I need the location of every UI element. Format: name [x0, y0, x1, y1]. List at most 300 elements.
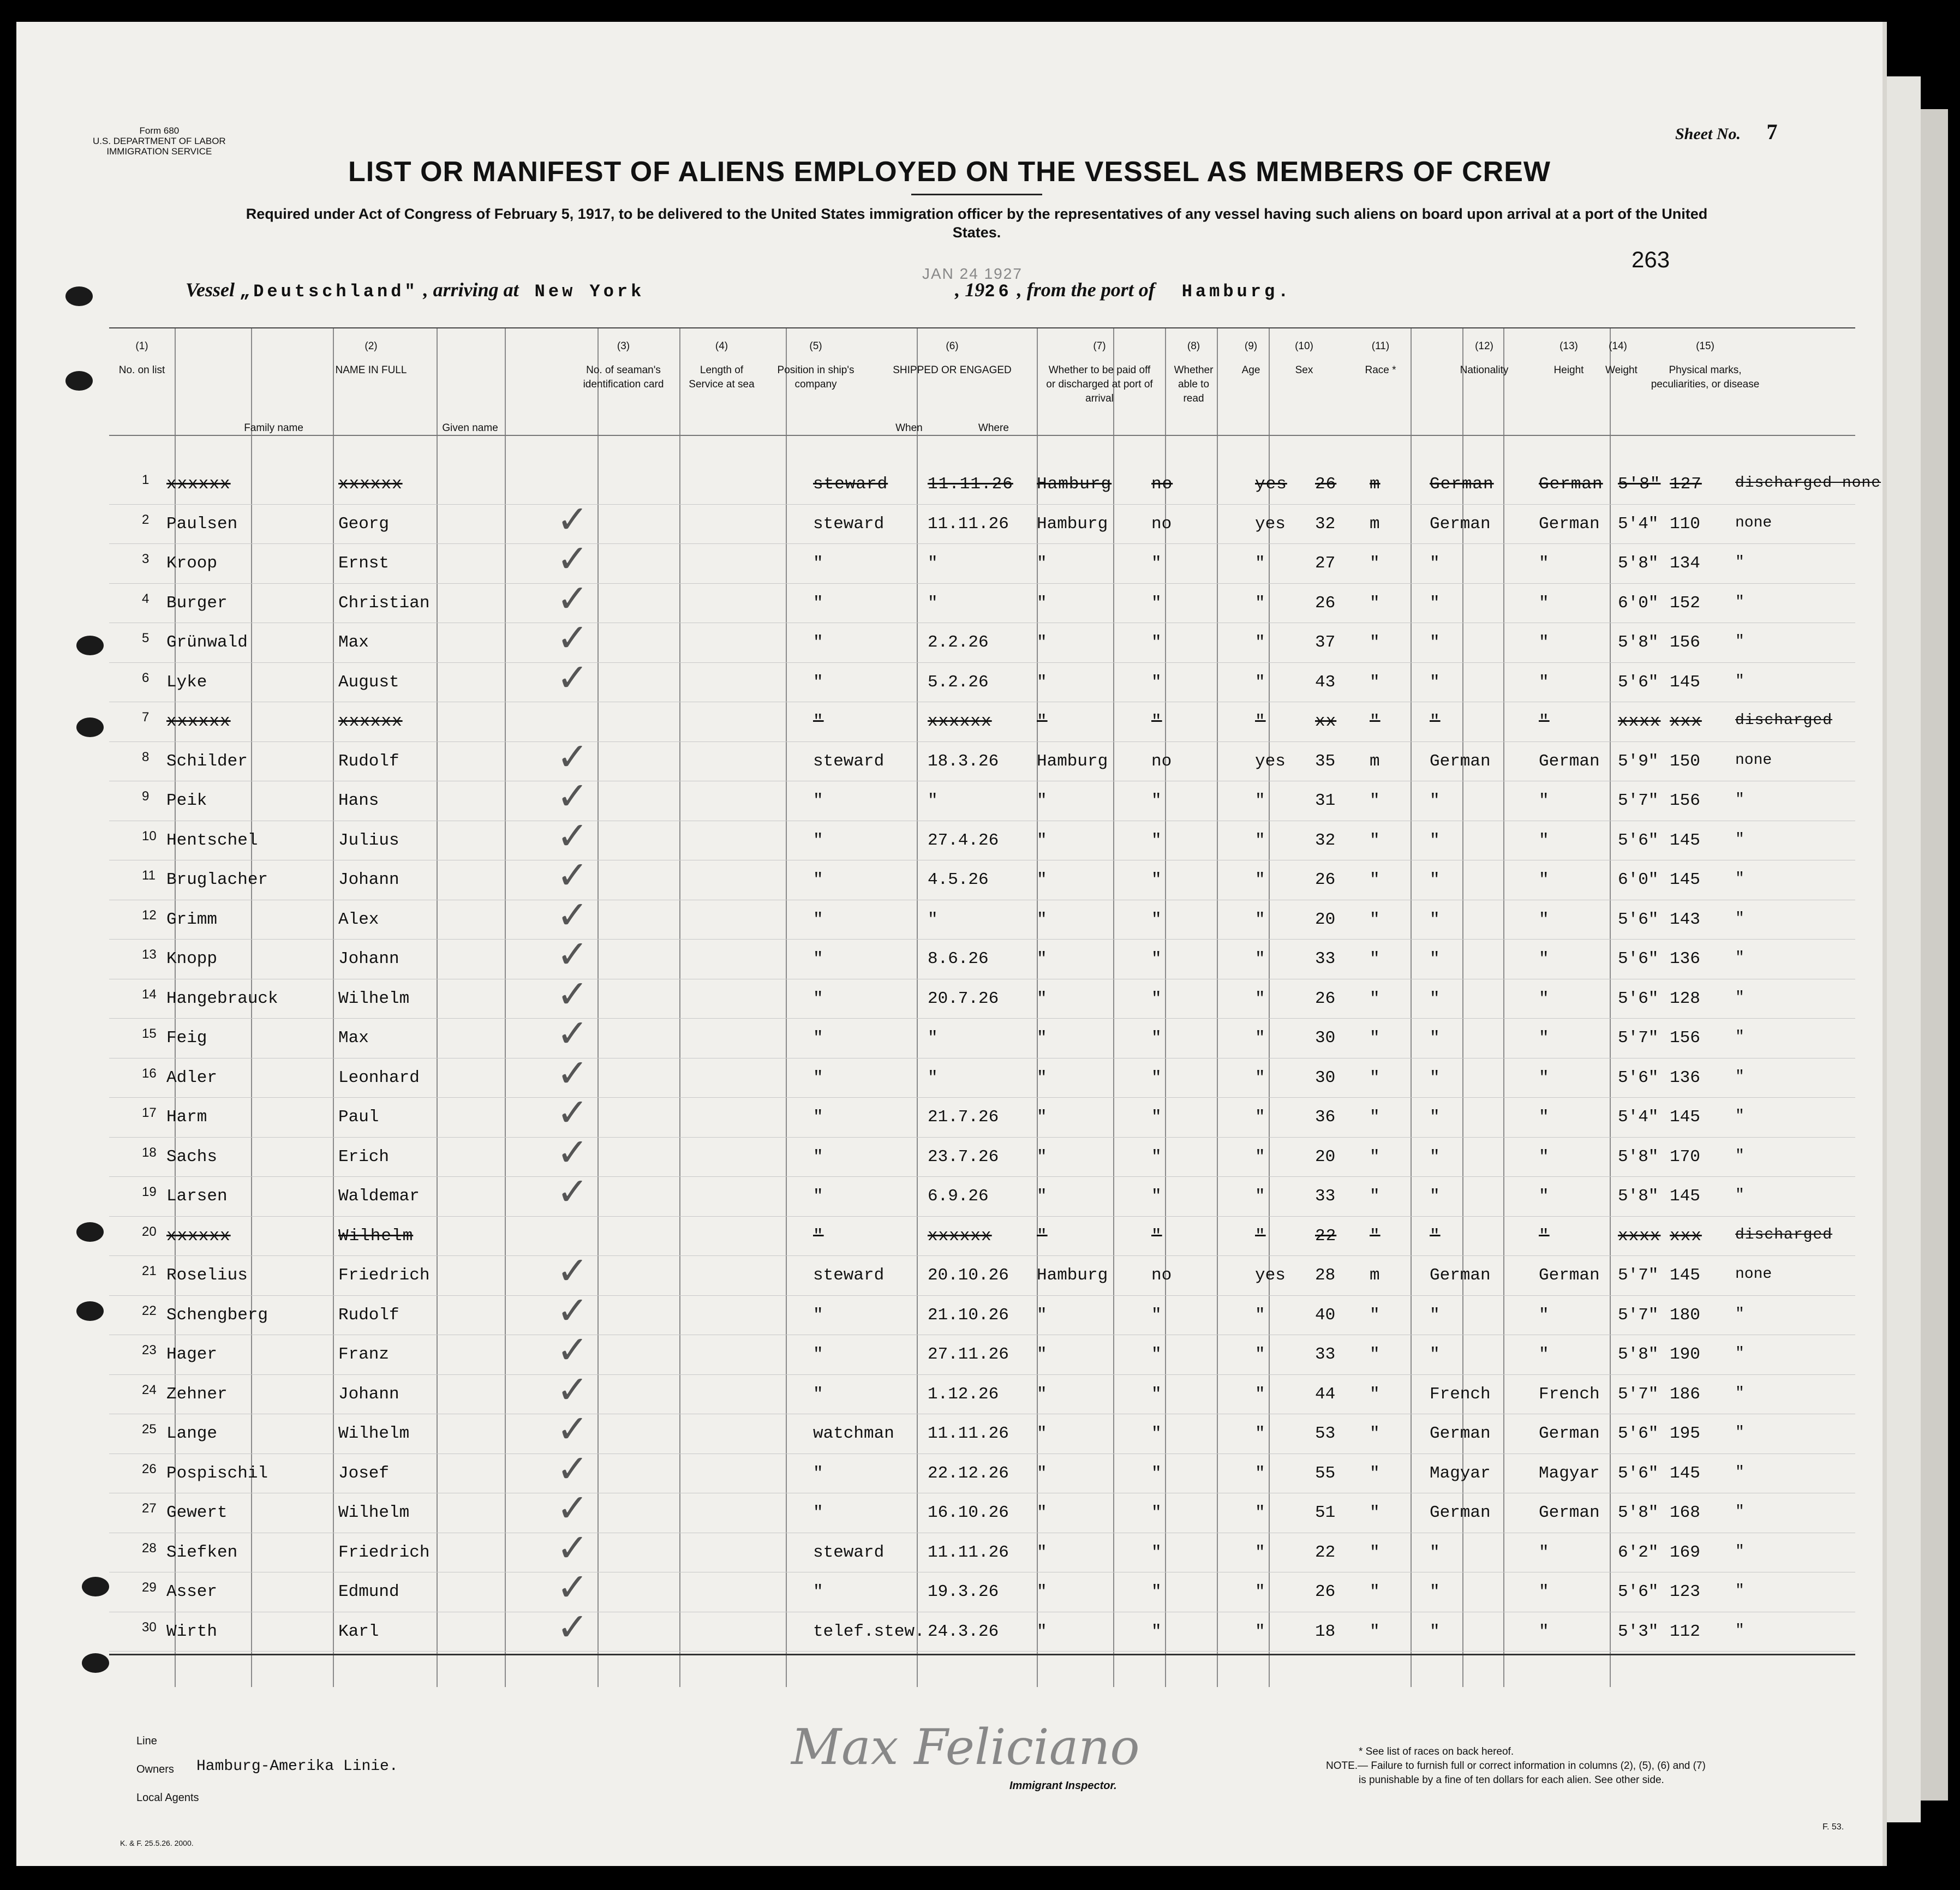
- column-label: Age: [1241, 364, 1260, 376]
- row-number: 9: [142, 789, 150, 804]
- cell-sex: m: [1370, 475, 1381, 494]
- cell-given: Josef: [338, 1463, 390, 1483]
- table-row: [109, 655, 1855, 703]
- cell-race: Magyar: [1430, 1463, 1491, 1483]
- cell-given: Friedrich: [338, 1542, 430, 1562]
- title-rule: [911, 194, 1042, 195]
- table-row: [109, 1011, 1855, 1058]
- cell-family: Wirth: [166, 1622, 218, 1641]
- cell-when: 20.10.26: [928, 1266, 1009, 1285]
- cell-marks: none: [1735, 1266, 1772, 1283]
- cell-sex: ": [1370, 1424, 1380, 1443]
- cell-position: steward: [813, 514, 885, 534]
- cell-race: German: [1430, 1503, 1491, 1522]
- cell-weight: 156: [1670, 791, 1700, 810]
- cell-age: 30: [1315, 1068, 1336, 1087]
- cell-family: Larsen: [166, 1187, 228, 1206]
- column-label: No. on list: [118, 364, 165, 376]
- cell-marks: ": [1735, 949, 1744, 966]
- column-header: [1599, 339, 1637, 378]
- punch-hole: [76, 1222, 104, 1242]
- cell-read: yes: [1255, 475, 1287, 494]
- cell-height: 5'6": [1618, 910, 1659, 929]
- row-number: 17: [142, 1105, 157, 1120]
- cell-marks: ": [1735, 554, 1744, 571]
- row-number: 19: [142, 1185, 157, 1199]
- cell-read: yes: [1255, 1266, 1286, 1285]
- checkmark-icon: ✓: [557, 615, 589, 660]
- table-row: [109, 1407, 1855, 1454]
- column-number: (8): [1187, 340, 1200, 352]
- cell-weight: 145: [1670, 1108, 1700, 1127]
- cell-weight: 156: [1670, 633, 1700, 652]
- cell-read: ": [1255, 633, 1265, 652]
- cell-weight: 145: [1670, 830, 1700, 850]
- sheet-label: Sheet No.: [1675, 125, 1741, 143]
- cell-sex: ": [1370, 1503, 1380, 1522]
- cell-where: ": [1037, 1226, 1048, 1246]
- cell-when: ": [928, 554, 938, 573]
- cell-position: steward: [813, 1266, 885, 1285]
- column-label: SHIPPED OR ENGAGED: [893, 364, 1012, 376]
- checkmark-icon: ✓: [557, 1407, 589, 1451]
- cell-read: yes: [1255, 514, 1286, 534]
- crew-table: [109, 327, 1881, 1687]
- table-row: [109, 892, 1855, 940]
- cell-race: German: [1430, 1424, 1491, 1443]
- row-rule: [109, 1651, 1855, 1652]
- cell-age: 28: [1315, 1266, 1336, 1285]
- cell-nat: German: [1539, 1424, 1600, 1443]
- table-row: [109, 1090, 1855, 1138]
- cell-height: xxxx: [1618, 712, 1661, 731]
- checkmark-icon: ✓: [557, 892, 589, 937]
- cell-read: ": [1255, 554, 1265, 573]
- sheet-number: 7: [1766, 119, 1778, 144]
- checkmark-icon: ✓: [557, 734, 589, 779]
- cell-height: 5'8": [1618, 1147, 1659, 1167]
- cell-sex: ": [1370, 1187, 1380, 1206]
- cell-when: 4.5.26: [928, 870, 989, 889]
- column-number: (4): [715, 340, 728, 352]
- cell-when: 11.11.26: [928, 1424, 1009, 1443]
- checkmark-icon: ✓: [557, 1011, 589, 1056]
- cell-nat: ": [1539, 910, 1549, 929]
- cell-race: ": [1430, 1345, 1440, 1364]
- table-row: [109, 734, 1855, 782]
- print-code: K. & F. 25.5.26. 2000.: [120, 1839, 194, 1847]
- row-number: 29: [142, 1580, 157, 1595]
- cell-weight: 180: [1670, 1305, 1700, 1325]
- row-number: 14: [142, 986, 157, 1002]
- cell-when: ": [928, 791, 938, 810]
- row-number: 13: [142, 947, 157, 962]
- cell-paid: no: [1151, 475, 1173, 494]
- checkmark-icon: ✓: [557, 853, 589, 898]
- cell-age: 20: [1315, 1147, 1336, 1167]
- cell-family: Harm: [166, 1108, 207, 1127]
- row-number: 5: [142, 631, 150, 645]
- cell-height: 5'4": [1618, 1108, 1659, 1127]
- cell-paid: ": [1151, 1226, 1162, 1246]
- cell-height: 5'8": [1618, 1187, 1659, 1206]
- row-number: 11: [142, 868, 156, 883]
- cell-race: ": [1430, 1305, 1440, 1325]
- cell-given: xxxxxx: [338, 712, 403, 731]
- cell-given: Franz: [338, 1345, 390, 1364]
- cell-when: 22.12.26: [928, 1463, 1009, 1483]
- cell-family: Feig: [166, 1028, 207, 1048]
- owners-label: Owners: [136, 1763, 174, 1775]
- cell-sex: ": [1370, 1582, 1380, 1601]
- cell-family: Adler: [166, 1068, 218, 1087]
- cell-marks: ": [1735, 1582, 1744, 1599]
- cell-race: ": [1430, 712, 1441, 731]
- cell-race: German: [1430, 475, 1494, 494]
- page-title: LIST OR MANIFEST OF ALIENS EMPLOYED ON THE VESSEL AS MEMBERS OF CREW: [348, 156, 1551, 188]
- cell-when: 20.7.26: [928, 989, 999, 1008]
- table-row: [109, 1367, 1855, 1415]
- cell-when: ": [928, 910, 938, 929]
- cell-where: ": [1037, 633, 1047, 652]
- cell-race: ": [1430, 830, 1440, 850]
- cell-race: ": [1430, 1226, 1441, 1246]
- cell-position: ": [813, 1147, 823, 1167]
- row-number: 4: [142, 591, 150, 606]
- cell-marks: ": [1735, 989, 1744, 1006]
- cell-when: xxxxxx: [928, 712, 992, 731]
- column-subheader: Family name: [244, 422, 303, 434]
- cell-family: Hager: [166, 1345, 218, 1364]
- cell-age: xx: [1315, 712, 1337, 731]
- cell-paid: ": [1151, 1424, 1162, 1443]
- cell-weight: 134: [1670, 554, 1700, 573]
- cell-family: Peik: [166, 791, 207, 810]
- cell-where: ": [1037, 1384, 1047, 1404]
- column-header: [1225, 339, 1277, 378]
- cell-position: ": [813, 989, 823, 1008]
- table-row: [109, 497, 1855, 545]
- year-prefix: , 19: [955, 279, 985, 301]
- cell-nat: ": [1539, 1147, 1549, 1167]
- cell-read: ": [1255, 1424, 1265, 1443]
- cell-read: ": [1255, 1147, 1265, 1167]
- cell-weight: 168: [1670, 1503, 1700, 1522]
- cell-where: ": [1037, 1305, 1047, 1325]
- cell-sex: ": [1370, 1345, 1380, 1364]
- cell-paid: ": [1151, 1463, 1162, 1483]
- cell-marks: ": [1735, 1542, 1744, 1560]
- cell-given: Leonhard: [338, 1068, 420, 1087]
- cell-height: 5'6": [1618, 672, 1659, 692]
- department: U.S. DEPARTMENT OF LABOR: [93, 136, 226, 146]
- column-number: (13): [1559, 340, 1578, 352]
- cell-race: ": [1430, 1622, 1440, 1641]
- cell-age: 37: [1315, 633, 1336, 652]
- table-row: [109, 1604, 1855, 1652]
- cell-position: ": [813, 910, 823, 929]
- table-row: [109, 615, 1855, 663]
- cell-sex: ": [1370, 1384, 1380, 1404]
- note-line2: is punishable by a fine of ten dollars for each alien. See other side.: [1359, 1774, 1664, 1786]
- checkmark-icon: ✓: [557, 1446, 589, 1491]
- row-number: 15: [142, 1026, 157, 1041]
- cell-read: ": [1255, 989, 1265, 1008]
- cell-family: xxxxxx: [166, 712, 231, 731]
- table-row: [109, 932, 1855, 979]
- cell-family: Lyke: [166, 672, 207, 692]
- cell-weight: 145: [1670, 870, 1700, 889]
- punch-hole: [65, 286, 93, 306]
- cell-height: 5'8": [1618, 633, 1659, 652]
- cell-sex: ": [1370, 1305, 1380, 1325]
- cell-given: Wilhelm: [338, 989, 410, 1008]
- cell-nat: ": [1539, 672, 1549, 692]
- cell-marks: ": [1735, 1147, 1744, 1164]
- cell-race: German: [1430, 514, 1491, 534]
- cell-nat: ": [1539, 1305, 1549, 1325]
- cell-height: 5'8": [1618, 1503, 1659, 1522]
- row-number: 24: [142, 1382, 157, 1397]
- cell-height: 5'8": [1618, 1345, 1659, 1364]
- column-number: (3): [617, 340, 630, 352]
- cell-when: ": [928, 1068, 938, 1087]
- page-subtitle: Required under Act of Congress of February 5, 1917, to be delivered to the United States immigration officer by the representatives of any vessel having such aliens on board upon arrival at a port of the United States.: [246, 206, 1708, 241]
- cell-nat: German: [1539, 751, 1600, 771]
- column-label: Length of Service at sea: [689, 364, 755, 390]
- checkmark-icon: ✓: [557, 1288, 589, 1333]
- row-number: 2: [142, 512, 150, 527]
- cell-paid: no: [1151, 751, 1172, 771]
- cell-read: ": [1255, 949, 1265, 968]
- cell-position: ": [813, 672, 823, 692]
- checkmark-icon: ✓: [557, 1169, 589, 1214]
- checkmark-icon: ✓: [557, 576, 589, 621]
- cell-given: Max: [338, 1028, 369, 1048]
- cell-sex: ": [1370, 1622, 1380, 1641]
- cell-when: 21.10.26: [928, 1305, 1009, 1325]
- cell-age: 27: [1315, 554, 1336, 573]
- cell-height: 5'7": [1618, 1266, 1659, 1285]
- from-label: , from the port of: [1017, 279, 1155, 301]
- row-number: 7: [142, 710, 150, 725]
- cell-read: ": [1255, 712, 1266, 731]
- cell-when: 21.7.26: [928, 1108, 999, 1127]
- cell-age: 51: [1315, 1503, 1336, 1522]
- vessel-label: Vessel: [186, 279, 235, 301]
- cell-nat: ": [1539, 1542, 1549, 1562]
- cell-where: ": [1037, 593, 1047, 613]
- cell-weight: 170: [1670, 1147, 1700, 1167]
- cell-weight: 152: [1670, 593, 1700, 613]
- cell-race: ": [1430, 791, 1440, 810]
- cell-race: ": [1430, 1147, 1440, 1167]
- cell-race: French: [1430, 1384, 1491, 1404]
- cell-height: 5'7": [1618, 791, 1659, 810]
- cell-sex: ": [1370, 672, 1380, 692]
- table-bottom-rule: [109, 1654, 1855, 1655]
- cell-read: ": [1255, 1068, 1265, 1087]
- cell-position: ": [813, 1108, 823, 1127]
- table-row: [109, 1565, 1855, 1612]
- column-label: Physical marks, peculiarities, or disease: [1651, 364, 1760, 390]
- cell-position: ": [813, 1582, 823, 1601]
- note-races: * See list of races on back hereof.: [1359, 1746, 1514, 1757]
- checkmark-icon: ✓: [557, 1050, 589, 1096]
- arrival-port: New York: [534, 282, 645, 302]
- column-number: (6): [946, 340, 959, 352]
- cell-read: ": [1255, 1582, 1265, 1601]
- form-code: F. 53.: [1822, 1822, 1844, 1832]
- column-number: (15): [1696, 340, 1714, 352]
- cell-sex: ": [1370, 712, 1381, 731]
- table-row: [109, 774, 1855, 821]
- cell-when: 11.11.26: [928, 1542, 1009, 1562]
- column-header: [764, 339, 868, 392]
- cell-where: ": [1037, 1345, 1047, 1364]
- cell-marks: discharged none: [1735, 475, 1881, 492]
- cell-position: ": [813, 1503, 823, 1522]
- cell-read: ": [1255, 830, 1265, 850]
- cell-marks: none: [1735, 514, 1772, 531]
- sheet-number-block: [1675, 119, 1778, 145]
- cell-weight: 150: [1670, 751, 1700, 771]
- cell-marks: ": [1735, 1463, 1744, 1481]
- reference-number: 263: [1632, 247, 1670, 272]
- cell-given: Julius: [338, 830, 399, 850]
- cell-race: ": [1430, 949, 1440, 968]
- cell-given: Johann: [338, 949, 399, 968]
- cell-when: ": [928, 593, 938, 613]
- cell-age: 22: [1315, 1542, 1336, 1562]
- cell-read: ": [1255, 1226, 1266, 1246]
- cell-paid: ": [1151, 989, 1162, 1008]
- cell-given: Rudolf: [338, 1305, 399, 1325]
- cell-weight: xxx: [1670, 1226, 1702, 1246]
- column-subheaders: [175, 421, 567, 435]
- column-label: Whether able to read: [1174, 364, 1214, 404]
- cell-when: 1.12.26: [928, 1384, 999, 1404]
- cell-marks: ": [1735, 870, 1744, 887]
- cell-where: ": [1037, 1582, 1047, 1601]
- cell-when: 27.11.26: [928, 1345, 1009, 1364]
- cell-given: Alex: [338, 910, 379, 929]
- table-row: [109, 1446, 1855, 1494]
- cell-marks: ": [1735, 672, 1744, 690]
- cell-weight: 110: [1670, 514, 1700, 534]
- cell-age: 31: [1315, 791, 1336, 810]
- cell-race: ": [1430, 989, 1440, 1008]
- inspector-label: Immigrant Inspector.: [1009, 1780, 1117, 1792]
- table-row: [109, 853, 1855, 900]
- cell-where: ": [1037, 1187, 1047, 1206]
- cell-where: ": [1037, 554, 1047, 573]
- column-header: [1037, 339, 1162, 406]
- cell-position: ": [813, 1384, 823, 1404]
- cell-family: Gewert: [166, 1503, 228, 1522]
- cell-paid: ": [1151, 1345, 1162, 1364]
- column-header: [1331, 339, 1430, 378]
- column-label: Nationality: [1460, 364, 1509, 376]
- cell-given: Erich: [338, 1147, 390, 1167]
- row-number: 25: [142, 1422, 157, 1437]
- cell-paid: no: [1151, 514, 1172, 534]
- cell-height: 5'7": [1618, 1028, 1659, 1048]
- cell-when: 8.6.26: [928, 949, 989, 968]
- row-number: 6: [142, 670, 150, 685]
- cell-when: 23.7.26: [928, 1147, 999, 1167]
- cell-race: ": [1430, 1108, 1440, 1127]
- column-number: (1): [135, 340, 148, 352]
- column-label: Sex: [1295, 364, 1313, 376]
- cell-paid: ": [1151, 672, 1162, 692]
- cell-nat: ": [1539, 791, 1549, 810]
- cell-race: German: [1430, 1266, 1491, 1285]
- cell-nat: ": [1539, 989, 1549, 1008]
- table-row: [109, 576, 1855, 624]
- cell-nat: ": [1539, 1068, 1549, 1087]
- cell-marks: ": [1735, 1384, 1744, 1402]
- inspector-signature: Max Feliciano: [791, 1719, 1140, 1776]
- cell-sex: ": [1370, 989, 1380, 1008]
- cell-race: ": [1430, 672, 1440, 692]
- cell-marks: ": [1735, 1305, 1744, 1323]
- punch-hole: [65, 371, 93, 391]
- cell-family: Burger: [166, 593, 228, 613]
- form-header-block: [93, 125, 226, 157]
- column-label: Whether to be paid off or discharged at port of arrival: [1046, 364, 1153, 404]
- row-number: 23: [142, 1343, 157, 1357]
- checkmark-icon: ✓: [557, 1604, 589, 1649]
- row-number: 21: [142, 1264, 157, 1278]
- cell-nat: ": [1539, 1028, 1549, 1048]
- cell-read: ": [1255, 870, 1265, 889]
- cell-position: telef.stew.: [813, 1622, 925, 1641]
- cell-read: ": [1255, 791, 1265, 810]
- cell-when: ": [928, 1028, 938, 1048]
- table-row: [109, 465, 1881, 505]
- cell-nat: ": [1539, 712, 1550, 731]
- cell-marks: ": [1735, 1424, 1744, 1441]
- cell-sex: ": [1370, 593, 1380, 613]
- cell-nat: German: [1539, 514, 1600, 534]
- cell-height: 5'7": [1618, 1384, 1659, 1404]
- cell-marks: ": [1735, 1622, 1744, 1639]
- cell-nat: German: [1539, 475, 1603, 494]
- manifest-page: [16, 22, 1887, 1866]
- cell-nat: French: [1539, 1384, 1600, 1404]
- underlying-sheet-edge: [1921, 109, 1948, 1801]
- cell-height: 6'2": [1618, 1542, 1659, 1562]
- cell-read: ": [1255, 593, 1265, 613]
- cell-sex: ": [1370, 1542, 1380, 1562]
- cell-read: ": [1255, 1463, 1265, 1483]
- cell-age: 53: [1315, 1424, 1336, 1443]
- cell-paid: ": [1151, 910, 1162, 929]
- cell-when: 11.11.26: [928, 514, 1009, 534]
- cell-given: Edmund: [338, 1582, 399, 1601]
- table-row: [109, 1129, 1855, 1177]
- cell-read: ": [1255, 1622, 1265, 1641]
- cell-where: ": [1037, 1463, 1047, 1483]
- vessel-line: [186, 278, 1292, 302]
- cell-sex: ": [1370, 949, 1380, 968]
- cell-weight: 112: [1670, 1622, 1700, 1641]
- cell-weight: xxx: [1670, 712, 1702, 731]
- cell-family: Siefken: [166, 1542, 238, 1562]
- cell-marks: ": [1735, 1345, 1744, 1362]
- cell-paid: ": [1151, 1384, 1162, 1404]
